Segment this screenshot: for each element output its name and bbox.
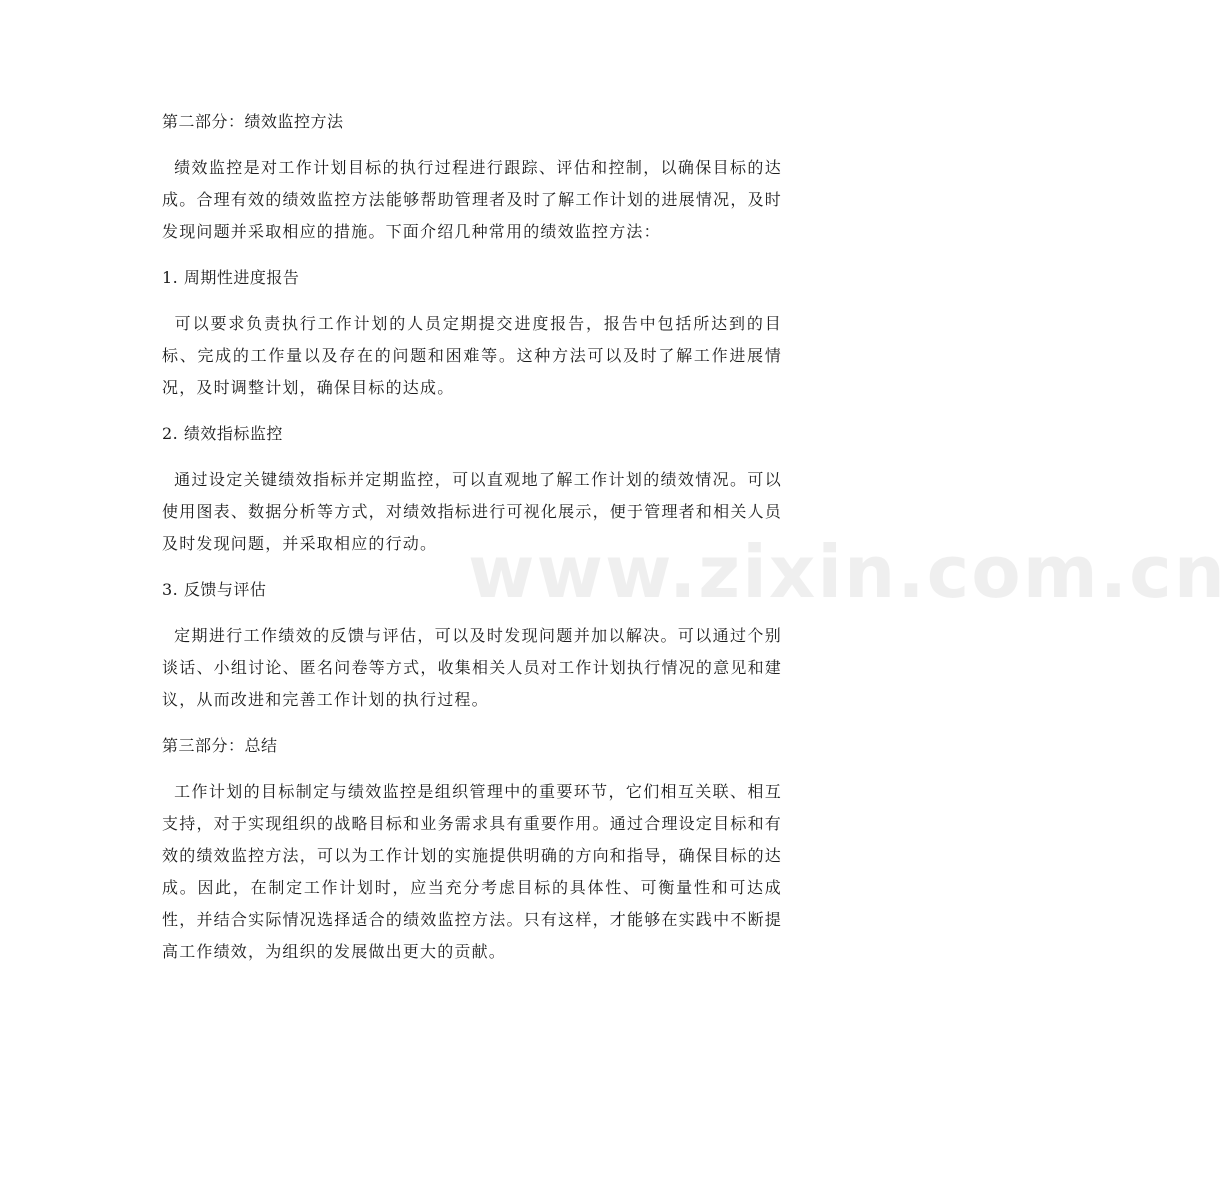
section-2-title: 第二部分：绩效监控方法 <box>162 112 344 131</box>
item-3-heading: 3. 反馈与评估 <box>162 580 267 599</box>
document-body <box>162 106 782 968</box>
item-1-heading: 1. 周期性进度报告 <box>162 268 300 287</box>
section-3-title: 第三部分：总结 <box>162 736 278 755</box>
item-3-body: 定期进行工作绩效的反馈与评估，可以及时发现问题并加以解决。可以通过个别谈话、小组讨论、匿名问卷等方式，收集相关人员对工作计划执行情况的意见和建议，从而改进和完善工作计划的执行过程。 <box>162 626 782 709</box>
watermark: www.zixin.com.cn <box>468 530 1227 614</box>
item-1-body: 可以要求负责执行工作计划的人员定期提交进度报告，报告中包括所达到的目标、完成的工作量以及存在的问题和困难等。这种方法可以及时了解工作进展情况，及时调整计划，确保目标的达成。 <box>162 314 782 397</box>
section-3-body: 工作计划的目标制定与绩效监控是组织管理中的重要环节，它们相互关联、相互支持，对于实现组织的战略目标和业务需求具有重要作用。通过合理设定目标和有效的绩效监控方法，可以为工作计划的实施提供明确的方向和指导，确保目标的达成。因此，在制定工作计划时，应当充分考虑目标的具体性、可衡量性和可达成性，并结合实际情况选择适合的绩效监控方法。只有这样，才能够在实践中不断提高工作绩效，为组织的发展做出更大的贡献。 <box>162 782 782 961</box>
section-2-intro: 绩效监控是对工作计划目标的执行过程进行跟踪、评估和控制，以确保目标的达成。合理有效的绩效监控方法能够帮助管理者及时了解工作计划的进展情况，及时发现问题并采取相应的措施。下面介绍几种常用的绩效监控方法： <box>162 158 782 241</box>
item-2-heading: 2. 绩效指标监控 <box>162 424 283 443</box>
item-2-body: 通过设定关键绩效指标并定期监控，可以直观地了解工作计划的绩效情况。可以使用图表、数据分析等方式，对绩效指标进行可视化展示，便于管理者和相关人员及时发现问题，并采取相应的行动。 <box>162 470 782 553</box>
